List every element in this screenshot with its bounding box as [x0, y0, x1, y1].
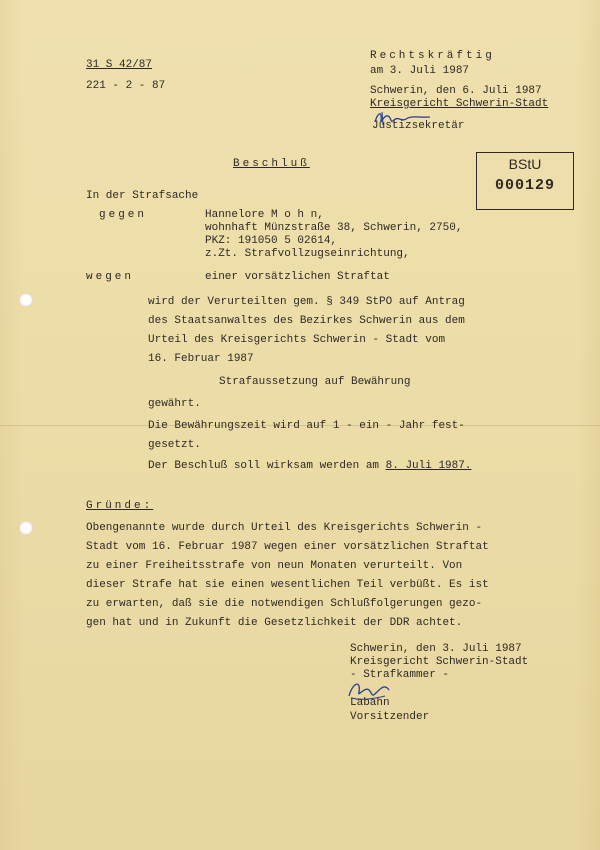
- probation-heading: Strafaussetzung auf Bewährung: [219, 376, 411, 388]
- paragraph-line: Die Bewährungszeit wird auf 1 - ein - Jahr fest-: [148, 420, 465, 432]
- stamp-label: BStU: [508, 156, 542, 172]
- reasons-line: gen hat und in Zukunft die Gesetzlichkeit der DDR achtet.: [86, 617, 463, 629]
- stamp-number: 000129: [494, 177, 555, 194]
- effective-prefix: Der Beschluß soll wirksam werden am: [148, 460, 386, 472]
- reasons-line: zu einer Freiheitsstrafe von neun Monaten verurteilt. Von: [86, 560, 463, 572]
- case-number-secondary: 221 - 2 - 87: [86, 80, 166, 92]
- paragraph-line: wird der Verurteilten gem. § 349 StPO auf Antrag: [148, 296, 465, 308]
- paragraph-line: 16. Februar 1987: [148, 353, 254, 365]
- offense-text: einer vorsätzlichen Straftat: [205, 271, 390, 283]
- defendant-location: z.Zt. Strafvollzugseinrichtung,: [205, 248, 410, 260]
- defendant-address: wohnhaft Münzstraße 38, Schwerin, 2750,: [205, 222, 463, 234]
- clerk-title: Justizsekretär: [372, 120, 465, 132]
- because-label: wegen: [86, 271, 135, 283]
- header-court: Kreisgericht Schwerin-Stadt: [370, 98, 549, 110]
- case-number: 31 S 42/87: [86, 59, 153, 71]
- reasons-line: zu erwarten, daß sie die notwendigen Schlußfolgerungen gezo-: [86, 598, 483, 610]
- paragraph-line: gesetzt.: [148, 439, 201, 451]
- defendant-name: Hannelore M o h n,: [205, 209, 324, 221]
- header-place-date: Schwerin, den 6. Juli 1987: [370, 85, 542, 97]
- footer-chamber: - Strafkammer -: [350, 669, 450, 681]
- footer-place-date: Schwerin, den 3. Juli 1987: [350, 643, 522, 655]
- reasons-line: Obengenannte wurde durch Urteil des Kreisgerichts Schwerin -: [86, 522, 483, 534]
- judge-role: Vorsitzender: [350, 711, 430, 723]
- criminal-case-line: In der Strafsache: [86, 190, 199, 202]
- against-label: gegen: [99, 209, 148, 221]
- footer-court: Kreisgericht Schwerin-Stadt: [350, 656, 529, 668]
- effective-date: 8. Juli 1987.: [385, 460, 472, 472]
- judge-name: Labahn: [350, 697, 390, 709]
- punch-hole: [19, 521, 33, 535]
- granted-text: gewährt.: [148, 398, 201, 410]
- defendant-pkz: PKZ: 191050 5 02614,: [205, 235, 338, 247]
- punch-hole: [19, 293, 33, 307]
- document-title: Beschluß: [233, 158, 310, 170]
- reasons-line: Stadt vom 16. Februar 1987 wegen einer vorsätzlichen Straftat: [86, 541, 489, 553]
- effective-line: [148, 460, 471, 473]
- reasons-line: dieser Strafe hat sie einen wesentlichen Teil verbüßt. Es ist: [86, 579, 489, 591]
- archive-stamp: [476, 152, 574, 210]
- paragraph-line: Urteil des Kreisgerichts Schwerin - Stadt vom: [148, 334, 446, 346]
- reasons-heading: Gründe:: [86, 500, 154, 512]
- legal-force-date: am 3. Juli 1987: [370, 65, 470, 77]
- legal-force-label: Rechtskräftig: [370, 50, 495, 62]
- paragraph-line: des Staatsanwaltes des Bezirkes Schwerin aus dem: [148, 315, 465, 327]
